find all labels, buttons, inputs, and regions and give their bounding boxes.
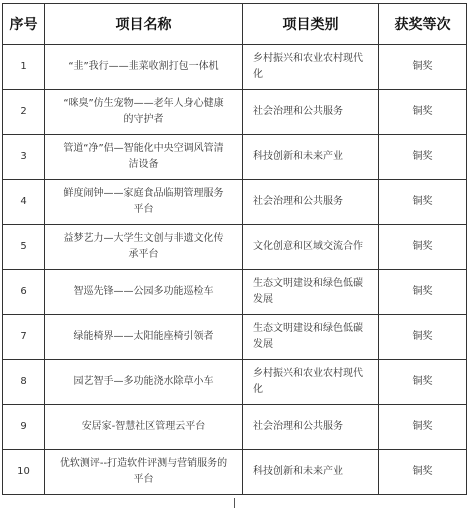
cell-project-name: 绿能椅界——太阳能座椅引领者 [45, 315, 243, 360]
header-project-name: 项目名称 [45, 4, 243, 45]
cell-serial-number: 2 [3, 90, 45, 135]
cell-award-level: 铜奖 [379, 45, 467, 90]
cell-award-level: 铜奖 [379, 180, 467, 225]
column-divider-tail [234, 498, 235, 508]
cell-project-category: 生态文明建设和绿色低碳发展 [243, 315, 379, 360]
cell-project-category: 乡村振兴和农业农村现代化 [243, 45, 379, 90]
cell-award-level: 铜奖 [379, 405, 467, 450]
cell-project-name: 管道“净”侣—智能化中央空调风管清洁设备 [45, 135, 243, 180]
cell-serial-number: 10 [3, 450, 45, 495]
cell-award-level: 铜奖 [379, 450, 467, 495]
table-row [3, 180, 467, 225]
awards-table [2, 3, 467, 495]
cell-serial-number: 5 [3, 225, 45, 270]
cell-serial-number: 8 [3, 360, 45, 405]
cell-project-category: 科技创新和未来产业 [243, 450, 379, 495]
cell-serial-number: 1 [3, 45, 45, 90]
cell-award-level: 铜奖 [379, 270, 467, 315]
header-serial-number: 序号 [3, 4, 45, 45]
cell-project-name: 安居家-智慧社区管理云平台 [45, 405, 243, 450]
cell-project-category: 社会治理和公共服务 [243, 180, 379, 225]
cell-project-category: 社会治理和公共服务 [243, 405, 379, 450]
cell-serial-number: 6 [3, 270, 45, 315]
table-row [3, 360, 467, 405]
cell-serial-number: 7 [3, 315, 45, 360]
header-project-category: 项目类别 [243, 4, 379, 45]
cell-project-name: 益梦艺力—大学生文创与非遗文化传承平台 [45, 225, 243, 270]
cell-award-level: 铜奖 [379, 135, 467, 180]
cell-project-name: “咪臭”仿生宠物——老年人身心健康的守护者 [45, 90, 243, 135]
cell-project-name: 鲜度闹钟——家庭食品临期管理服务平台 [45, 180, 243, 225]
cell-project-category: 科技创新和未来产业 [243, 135, 379, 180]
cell-serial-number: 9 [3, 405, 45, 450]
cell-project-name: 园艺智手—多功能浇水除草小车 [45, 360, 243, 405]
cell-award-level: 铜奖 [379, 225, 467, 270]
cell-project-category: 社会治理和公共服务 [243, 90, 379, 135]
cell-award-level: 铜奖 [379, 90, 467, 135]
table-row [3, 405, 467, 450]
cell-project-category: 生态文明建设和绿色低碳发展 [243, 270, 379, 315]
table-header-row [3, 4, 467, 45]
cell-project-name: 优软测评--打造软件评测与营销服务的平台 [45, 450, 243, 495]
table-row [3, 90, 467, 135]
table-row [3, 45, 467, 90]
table-row [3, 315, 467, 360]
table-row [3, 450, 467, 495]
cell-serial-number: 3 [3, 135, 45, 180]
header-award-level: 获奖等次 [379, 4, 467, 45]
cell-award-level: 铜奖 [379, 315, 467, 360]
table-row [3, 225, 467, 270]
cell-project-name: “韭”我行——韭菜收割打包一体机 [45, 45, 243, 90]
table-row [3, 270, 467, 315]
cell-award-level: 铜奖 [379, 360, 467, 405]
cell-project-name: 智巡先锋——公园多功能巡检车 [45, 270, 243, 315]
cell-project-category: 文化创意和区域交流合作 [243, 225, 379, 270]
table-row [3, 135, 467, 180]
cell-serial-number: 4 [3, 180, 45, 225]
cell-project-category: 乡村振兴和农业农村现代化 [243, 360, 379, 405]
